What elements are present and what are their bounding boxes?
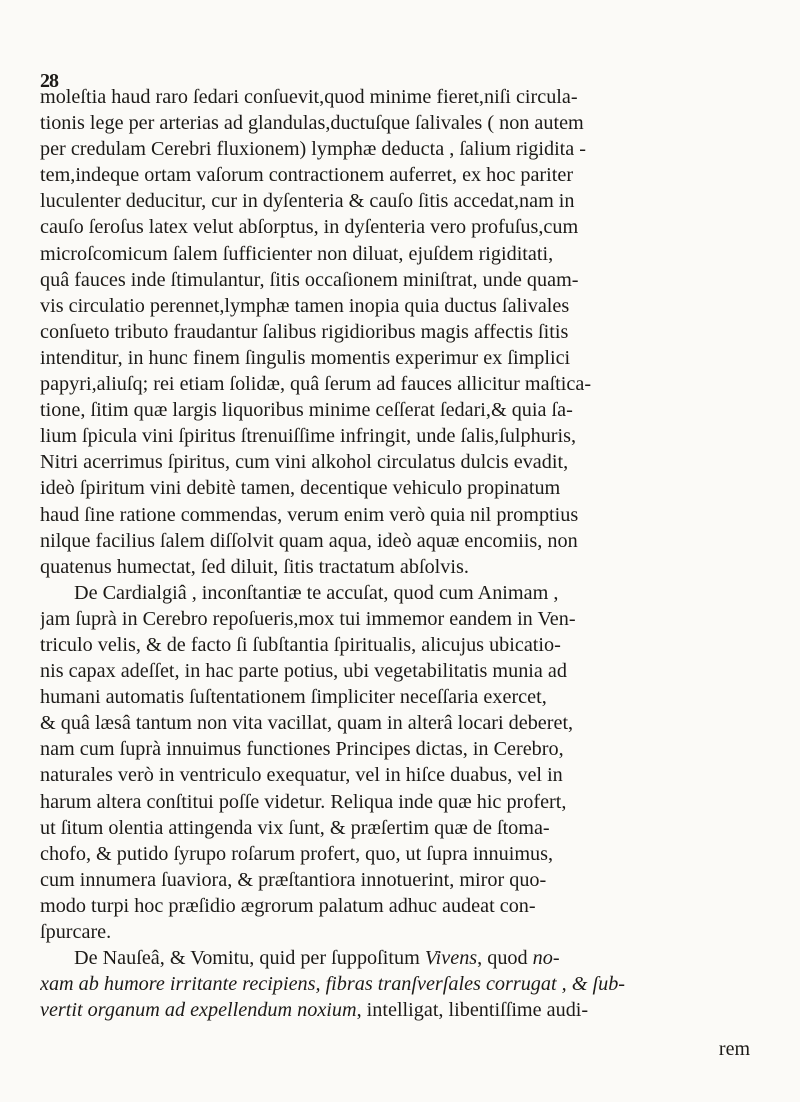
text-run: De Nauſeâ, & Vomitu, quid per ſuppoſitum <box>74 947 425 970</box>
text-line <box>40 945 770 971</box>
text-line: naturales verò in ventriculo exequatur, vel in hiſce duabus, vel in <box>40 764 563 787</box>
text-line: jam ſuprà in Cerebro repoſueris,mox tui immemor eandem in Ven- <box>40 607 576 630</box>
text-line: tem,indeque ortam vaſorum contractionem auferret, ex hoc pariter <box>40 164 574 187</box>
text-line: quatenus humectat, ſed diluit, ſitis tractatum abſolvis. <box>40 555 469 578</box>
text-line: humani automatis ſuſtentationem ſimpliciter neceſſaria exercet, <box>40 686 547 709</box>
text-line: chofo, & putido ſyrupo roſarum profert, quo, ut ſupra innuimus, <box>40 842 554 865</box>
text-line: lium ſpicula vini ſpiritus ſtrenuiſſime infringit, unde ſalis,ſulphuris, <box>40 425 577 448</box>
page-number: 28 <box>40 70 58 92</box>
text-line: ſpurcare. <box>40 921 112 943</box>
text-line: Nitri acerrimus ſpiritus, cum vini alkohol circulatus dulcis evadit, <box>40 451 569 474</box>
text-line <box>40 997 770 1023</box>
text-line: nilque facilius ſalem diſſolvit quam aqua, ideò aquæ encomiis, non <box>40 529 578 552</box>
text-line: harum altera conſtitui poſſe videtur. Reliqua inde quæ hic profert, <box>40 790 567 813</box>
text-line: papyri,aliuſq; rei etiam ſolidæ, quâ ſerum ad fauces allicitur maſtica- <box>40 373 592 396</box>
text-line: vis circulatio perennet,lymphæ tamen inopia quia ductus ſalivales <box>40 294 570 317</box>
text-line: moleſtia haud raro ſedari conſuevit,quod minime fieret,niſi circula- <box>40 86 578 108</box>
text-line: nis capax adeſſet, in hac parte potius, ubi vegetabilitatis munia ad <box>40 660 567 683</box>
text-line: triculo velis, & de facto ſi ſubſtantia ſpiritualis, alicujus ubicatio- <box>40 633 561 656</box>
catchword: rem <box>718 1038 750 1060</box>
text-line: tione, ſitim quæ largis liquoribus minime ceſſerat ſedari,& quia ſa- <box>40 399 573 422</box>
text-run-italic: Vivens <box>424 947 478 970</box>
text-line: intenditur, in hunc finem ſingulis momentis experimur ex ſimplici <box>40 346 571 369</box>
text-line: haud ſine ratione commendas, verum enim verò quia nil promptius <box>40 503 579 526</box>
text-line: ideò ſpiritum vini debitè tamen, decentique vehiculo propinatum <box>40 477 561 500</box>
body-text <box>40 84 770 1023</box>
text-line: cum innumera ſuaviora, & præſtantiora innotuerint, miror quo- <box>40 868 547 891</box>
text-line: conſueto tributo fraudantur ſalibus rigidioribus magis affectis ſitis <box>40 320 569 343</box>
text-line: tionis lege per arterias ad glandulas,ductuſque ſalivales ( non autem <box>40 112 584 135</box>
text-run-italic: no- <box>532 947 560 970</box>
text-line: microſcomicum ſalem ſufficienter non diluat, ejuſdem rigiditati, <box>40 242 554 265</box>
text-line: per credulam Cerebri fluxionem) lymphæ deducta , ſalium rigidita - <box>40 138 587 161</box>
text-line: cauſo ſeroſus latex velut abſorptus, in dyſenteria vero profuſus,cum <box>40 216 579 239</box>
text-line: luculenter deducitur, cur in dyſenteria & cauſo ſitis accedat,nam in <box>40 190 575 213</box>
text-line: nam cum ſuprà innuimus functiones Principes dictas, in Cerebro, <box>40 738 564 761</box>
text-run-italic: vertit organum ad expellendum noxium <box>40 999 357 1022</box>
text-line: modo turpi hoc præſidio ægrorum palatum adhuc audeat con- <box>40 894 536 917</box>
text-run: , quod <box>477 947 533 970</box>
text-line: & quâ læsâ tantum non vita vacillat, quam in alterâ locari deberet, <box>40 712 574 735</box>
text-line: quâ fauces inde ſtimulantur, ſitis occaſionem miniſtrat, unde quam- <box>40 268 579 291</box>
text-run: , intelligat, libentiſſime audi- <box>356 999 589 1022</box>
text-line: ut ſitum olentia attingenda vix ſunt, & præſertim quæ de ſtoma- <box>40 816 550 839</box>
text-line: De Cardialgiâ , inconſtantiæ te accuſat, quod cum Animam , <box>74 581 559 604</box>
text-line: xam ab humore irritante recipiens, fibras tranſverſales corrugat , & ſub- <box>40 973 626 996</box>
